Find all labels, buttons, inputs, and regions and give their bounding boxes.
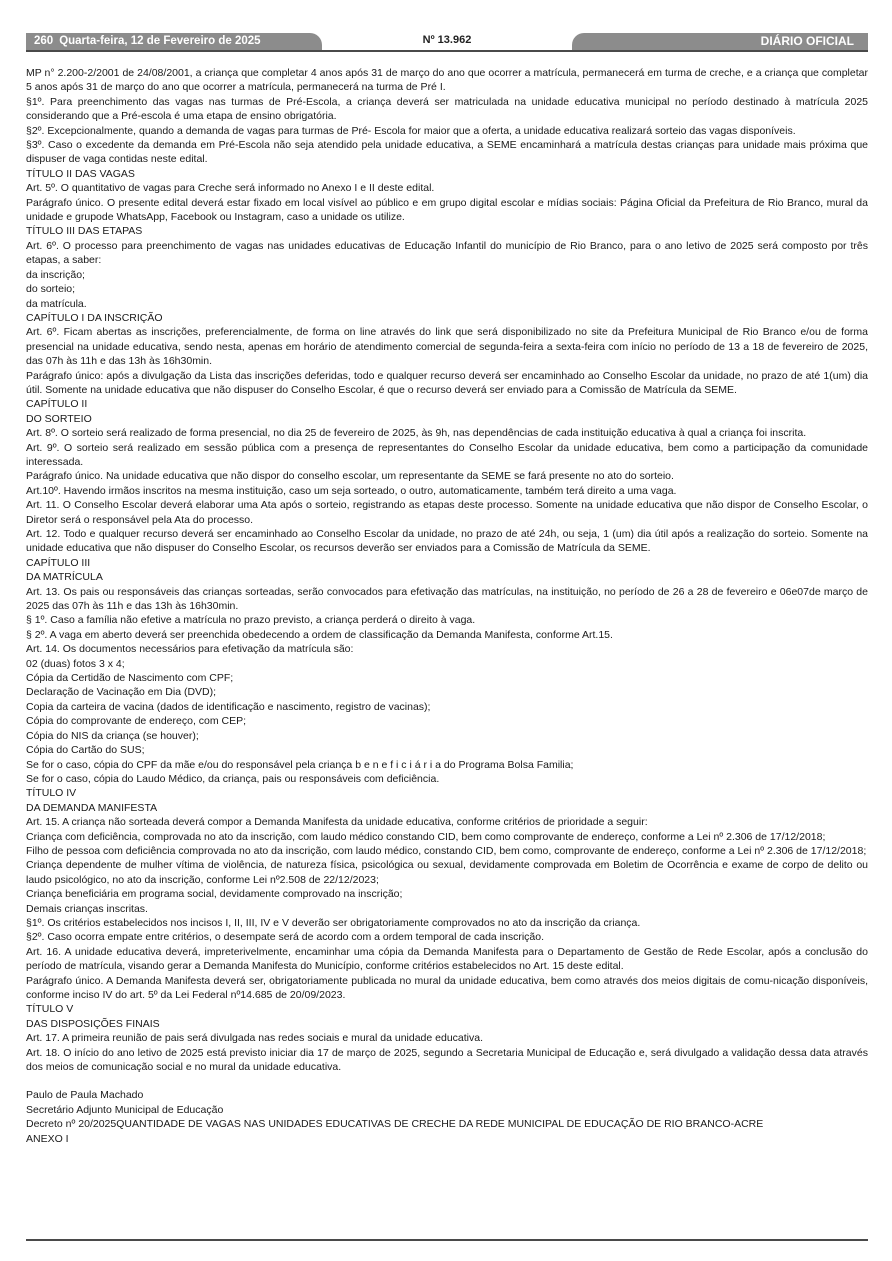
- signatory-name: Paulo de Paula Machado: [26, 1089, 144, 1102]
- header-divider: [26, 50, 868, 52]
- paragraph: Criança dependente de mulher vítima de violência, de natureza física, psicológica ou sexual, devidamente comprovada em Boletim de Ocorrência e exame de corpo de delito ou laudo psicológico, no ato da inscrição, conforme Lei nº2.508 de 22/12/2023;: [26, 859, 868, 886]
- footer-divider: [26, 1239, 868, 1241]
- publication-name: DIÁRIO OFICIAL: [572, 33, 868, 50]
- paragraph: Art. 6º. Ficam abertas as inscrições, preferencialmente, de forma on line através do link que será disponibilizado no site da Prefeitura Municipal de Rio Branco e/ou de forma presencial na unidade educativa, sendo nesta, apenas em horário de atendimento comercial de segunda-feira a sexta-feira com início no período de 13 a 18 de fevereiro de 2025, das 07h às 11h e das 13h às 16h30min.: [26, 326, 868, 368]
- paragraph: CAPÍTULO III: [26, 556, 91, 569]
- header-left-band: [26, 33, 322, 50]
- paragraph: Cópia do comprovante de endereço, com CEP;: [26, 715, 247, 728]
- signatory-role: Secretário Adjunto Municipal de Educação: [26, 1103, 224, 1116]
- document-body: [26, 66, 868, 1146]
- paragraph-list: [26, 66, 868, 1074]
- paragraph: Filho de pessoa com deficiência comprovada no ato da inscrição, com laudo médico, constando CID, bem como, comprovante de endereço, conforme a Lei nº 2.306 de 17/12/2018;: [26, 844, 867, 857]
- paragraph: 02 (duas) fotos 3 x 4;: [26, 657, 125, 670]
- annex-label: ANEXO I: [26, 1132, 69, 1145]
- header-date: Quarta-feira, 12 de Fevereiro de 2025: [59, 35, 261, 47]
- paragraph: Parágrafo único: após a divulgação da Lista das inscrições deferidas, todo e qualquer recurso deverá ser encaminhado ao Conselho Escolar da unidade, no prazo de até 1(um) dia útil. Somente na unidade educativa que não dispuser do Conselho Escolar, é que o recurso deverá ser enviado para a Comissão de Matrícula da SEME.: [26, 369, 868, 396]
- paragraph: TÍTULO V: [26, 1003, 74, 1016]
- paragraph: Art. 11. O Conselho Escolar deverá elaborar uma Ata após o sorteio, registrando as etapas deste processo. Somente na unidade educativa que não dispor de Conselho Escolar, o Diretor será o responsável pela Ata do processo.: [26, 499, 868, 526]
- page: [26, 33, 868, 1145]
- issue-number: Nº 13.962: [422, 34, 472, 46]
- paragraph: § 2º. A vaga em aberto deverá ser preenchida obedecendo a ordem de classificação da Demanda Manifesta, conforme Art.15.: [26, 628, 613, 641]
- paragraph: §1º. Os critérios estabelecidos nos incisos I, II, III, IV e V deverão ser obrigatoriamente comprovados no ato da inscrição da criança.: [26, 916, 641, 929]
- paragraph: CAPÍTULO II: [26, 398, 88, 411]
- paragraph: §3º. Caso o excedente da demanda em Pré-Escola não seja atendido pela unidade educativa, a SEME encaminhará a matrícula destas crianças para unidade mais próxima que dispuser de vaga contidas neste edital.: [26, 139, 868, 166]
- paragraph: Art. 8º. O sorteio será realizado de forma presencial, no dia 25 de fevereiro de 2025, às 9h, nas dependências de cada instituição educativa à qual a criança foi inscrita.: [26, 427, 807, 440]
- spacer: [26, 1074, 868, 1088]
- paragraph: Parágrafo único. Na unidade educativa que não dispor do conselho escolar, um representante da SEME se fará presente no ato do sorteio.: [26, 470, 674, 483]
- page-header: [26, 33, 868, 50]
- paragraph: Cópia da Certidão de Nascimento com CPF;: [26, 672, 234, 685]
- paragraph: Art. 15. A criança não sorteada deverá compor a Demanda Manifesta da unidade educativa, conforme critérios de prioridade a seguir:: [26, 816, 648, 829]
- paragraph: Se for o caso, cópia do CPF da mãe e/ou do responsável pela criança b e n e f i c i á r i a do Programa Bolsa Familia;: [26, 758, 574, 771]
- paragraph: TÍTULO II DAS VAGAS: [26, 167, 135, 180]
- paragraph: CAPÍTULO I DA INSCRIÇÃO: [26, 311, 163, 324]
- paragraph: Declaração de Vacinação em Dia (DVD);: [26, 686, 217, 699]
- paragraph: Criança beneficiária em programa social, devidamente comprovado na inscrição;: [26, 888, 403, 901]
- paragraph: Art. 6º. O processo para preenchimento de vagas nas unidades educativas de Educação Infantil do município de Rio Branco, para o ano letivo de 2025 será composto por três etapas, a saber:: [26, 239, 868, 267]
- paragraph: Copia da carteira de vacina (dados de identificação e nascimento, registro de vacinas);: [26, 700, 431, 713]
- paragraph: Art. 9º. O sorteio será realizado em sessão pública com a presença de representantes do Conselho Escolar da unidade educativa, bem como a participação da comunidade interessada.: [26, 441, 868, 468]
- paragraph: Parágrafo único. A Demanda Manifesta deverá ser, obrigatoriamente publicada no mural da unidade educativa, bem como através dos meios digitais de comu-nicação disponíveis, conforme inciso IV do art. 5º da Lei Federal nº14.685 de 20/09/2023.: [26, 974, 868, 1001]
- paragraph: da matrícula.: [26, 297, 87, 310]
- paragraph: Cópia do NIS da criança (se houver);: [26, 729, 199, 742]
- paragraph: Art. 16. A unidade educativa deverá, impreterivelmente, encaminhar uma cópia da Demanda Manifesta para o Departamento de Gestão de Rede Escolar, após a conclusão do período de matrícula, visando gerar a Demanda Manifesta do Município, conforme critérios estabelecidos no Art. 15 deste edital.: [26, 945, 868, 973]
- paragraph: Art. 18. O início do ano letivo de 2025 está previsto iniciar dia 17 de março de 2025, segundo a Secretaria Municipal de Educação e, será divulgado a validação dessa data através dos meios de comunicação social e no mural da unidade educativa.: [26, 1046, 868, 1074]
- paragraph: do sorteio;: [26, 283, 76, 296]
- paragraph: Criança com deficiência, comprovada no ato da inscrição, com laudo médico constando CID, bem como comprovante de endereço, conforme a Lei nº 2.306 de 17/12/2018;: [26, 830, 826, 843]
- paragraph: da inscrição;: [26, 268, 85, 281]
- paragraph: Art. 17. A primeira reunião de pais será divulgada nas redes sociais e mural da unidade educativa.: [26, 1032, 484, 1045]
- paragraph: Art.10º. Havendo irmãos inscritos na mesma instituição, caso um seja sorteado, o outro, automaticamente, também terá direito a uma vaga.: [26, 484, 677, 497]
- paragraph: Art. 13. Os pais ou responsáveis das crianças sorteadas, serão convocados para efetivação das matrículas, na instituição, no período de 26 a 28 de fevereiro e 06e07de março de 2025 das 07h às 11h e das 13h às 16h30min.: [26, 585, 868, 613]
- decree-title: Decreto nº 20/2025QUANTIDADE DE VAGAS NAS UNIDADES EDUCATIVAS DE CRECHE DA REDE MUNICIPAL DE EDUCAÇÃO DE RIO BRANCO-ACRE: [26, 1118, 764, 1131]
- paragraph: MP n° 2.200-2/2001 de 24/08/2001, a criança que completar 4 anos após 31 de março do ano que ocorrer a matrícula, permanecerá em turma de creche, e a criança que completar 5 anos após 31 de março do ano que ocorrer a matrícula, permanecerá na turma de Pré I.: [26, 67, 868, 94]
- paragraph: Art. 12. Todo e qualquer recurso deverá ser encaminhado ao Conselho Escolar da unidade, no prazo de até 24h, ou seja, 1 (um) dia útil após a realização do sorteio. Somente na unidade educativa que não dispuser do Conselho Escolar, os recursos deverão ser enviados para a Comissão de Matrícula da SEME.: [26, 528, 868, 555]
- paragraph: §2º. Excepcionalmente, quando a demanda de vagas para turmas de Pré- Escola for maior que a oferta, a unidade educativa realizará sorteio das vagas disponíveis.: [26, 124, 796, 137]
- paragraph: Se for o caso, cópia do Laudo Médico, da criança, pais ou responsáveis com deficiência.: [26, 772, 440, 785]
- paragraph: Demais crianças inscritas.: [26, 902, 148, 915]
- paragraph: Parágrafo único. O presente edital deverá estar fixado em local visível ao público e em grupo digital escolar e mídias sociais: Página Oficial da Prefeitura de Rio Branco, mural da unidade e grupode WhatsApp, Facebook ou Instagram, caso a unidade os utilize.: [26, 196, 868, 224]
- paragraph: DO SORTEIO: [26, 412, 92, 425]
- paragraph: § 1º. Caso a família não efetive a matrícula no prazo previsto, a criança perderá o direito à vaga.: [26, 614, 476, 627]
- paragraph: §2º. Caso ocorra empate entre critérios, o desempate será de acordo com a ordem temporal de cada inscrição.: [26, 931, 545, 944]
- paragraph: §1º. Para preenchimento das vagas nas turmas de Pré-Escola, a criança deverá ser matriculada na unidade educativa municipal no período destinado à matrícula 2025 considerando que a Pré-escola é uma etapa de ensino obrigatória.: [26, 95, 868, 123]
- paragraph: TÍTULO III DAS ETAPAS: [26, 225, 143, 238]
- paragraph: Art. 5º. O quantitativo de vagas para Creche será informado no Anexo I e II deste edital.: [26, 182, 435, 195]
- paragraph: Art. 14. Os documentos necessários para efetivação da matrícula são:: [26, 643, 354, 656]
- paragraph: TÍTULO IV: [26, 787, 77, 800]
- paragraph: DAS DISPOSIÇÕES FINAIS: [26, 1017, 160, 1030]
- paragraph: DA MATRÍCULA: [26, 571, 103, 584]
- paragraph: Cópia do Cartão do SUS;: [26, 744, 145, 757]
- paragraph: DA DEMANDA MANIFESTA: [26, 801, 158, 814]
- page-number: 260: [34, 35, 54, 47]
